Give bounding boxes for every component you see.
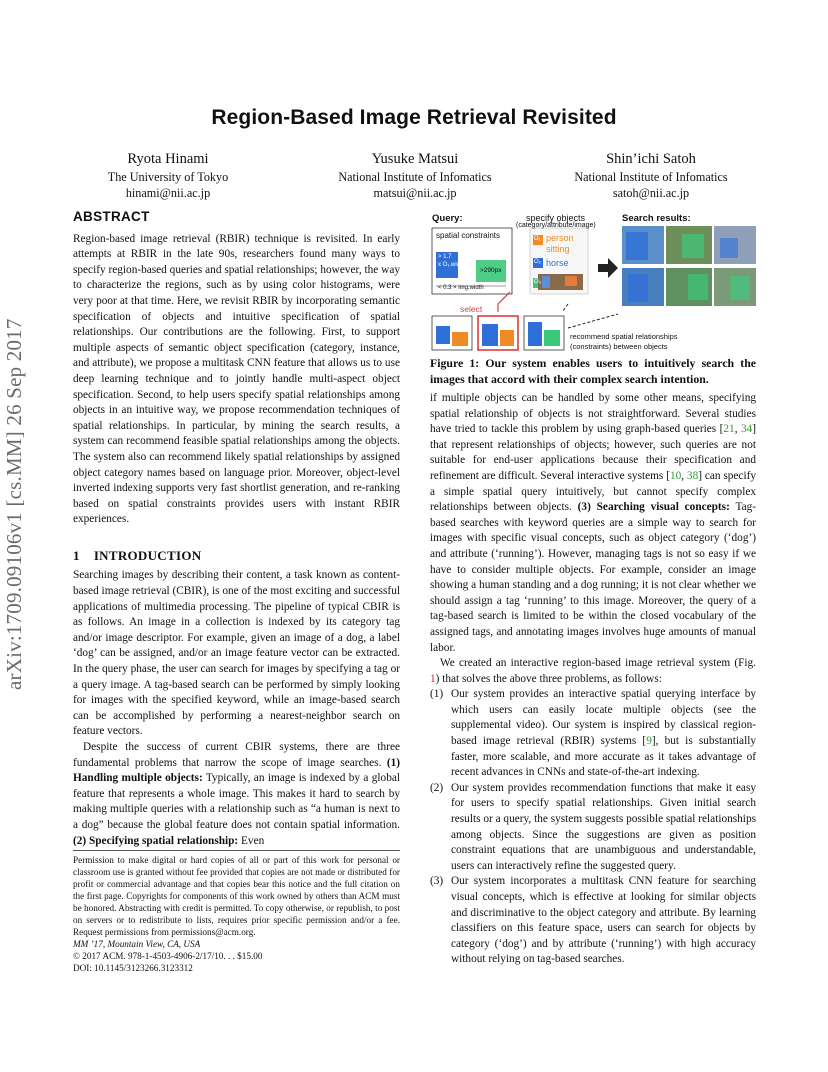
tag-2: O₂ — [534, 259, 541, 265]
copyright-footnote — [73, 850, 400, 974]
constraints-label: spatial constraints — [436, 231, 501, 240]
citation-link[interactable]: 38 — [686, 469, 699, 482]
arxiv-identifier: arXiv:1709.09106v1 [cs.MM] 26 Sep 2017 — [2, 318, 26, 690]
venue: MM ’17, Mountain View, CA, USA — [73, 939, 201, 949]
section-title: INTRODUCTION — [93, 547, 202, 563]
object-2-category: horse — [546, 258, 569, 268]
object-1-category: person — [546, 233, 574, 243]
tag-1: O₁ — [534, 236, 541, 242]
doi: DOI: 10.1145/3123266.3123312 — [73, 963, 193, 973]
copyright-line: © 2017 ACM. 978-1-4503-4906-2/17/10. . . $15.00 — [73, 951, 263, 961]
citation-link[interactable]: 34 — [740, 423, 753, 436]
paper-title: Region-Based Image Retrieval Revisited — [211, 106, 617, 129]
author-1 — [53, 150, 283, 201]
citation-link[interactable]: 21 — [723, 423, 735, 436]
author-3 — [536, 150, 766, 201]
right-paragraph-1: if multiple objects can be handled by some other means, specifying spatial relationship of objects is not straightforward. Several studies have tried to tackle this problem by using graph-based queries [21, 34] that represent relationships of objects; however, such queries are not suitable for end-user applications because their specification and refinement are difficult. Several interactive systems [10, 38] can specify a simple spatial query intuitively, but cannot specify complex relationships between objects. (3) Searching visual concepts: Tag-based searches with keyword queries are a simple way to search for images with specific visual concepts, such as object category (‘dog’) and attribute (‘running’). However, managing tags is not so easy if we have to consider multiple objects. For example, consider an image showing a human standing and a dog running; it is not clear whether we should assign a tag ‘running’ to this image. Moreover, the query of a tag-based search is limited to be within the closed vocabulary of the assigned tags, and annotating images involves huge amounts of manual labor. — [430, 392, 757, 654]
citation-link[interactable]: 10 — [669, 469, 682, 482]
citation-link[interactable]: 9 — [646, 735, 652, 748]
right-paragraph-2: We created an interactive region-based image retrieval system (Fig. 1) that solves the above three problems, as follows: — [430, 657, 756, 685]
author-block — [73, 150, 753, 205]
author-affiliation: The University of Tokyo — [107, 170, 229, 184]
author-name: Shin’ichi Satoh — [606, 151, 696, 167]
intro-heading — [73, 548, 400, 564]
object-1-attribute: sitting — [546, 244, 570, 254]
select-arrow — [498, 292, 510, 312]
specify-label: specify objects — [526, 213, 586, 223]
specify-sublabel: (category/attribute/image) — [516, 222, 596, 229]
figure-caption: Figure 1: Our system enables users to intuitively search the images that accord with their complex search intention. — [430, 356, 756, 386]
author-email: satoh@nii.ac.jp — [612, 186, 690, 200]
select-label: select — [460, 304, 483, 314]
figure-link[interactable]: 1 — [430, 672, 436, 685]
abstract-heading: ABSTRACT — [73, 209, 150, 224]
arrow-icon — [598, 258, 618, 278]
constraint-2: x O₁.width — [438, 262, 466, 268]
constraint-3: >290px — [480, 267, 502, 274]
author-name: Ryota Hinami — [127, 151, 209, 167]
list-item: (1) Our system provides an interactive spatial querying interface by which users can easily locate multiple objects (see the supplemental video). Our system is inspired by classical region-based image retrieval (RBIR) systems [9], but is substantially faster, more scalable, and more accurate as it takes advantage of recent advances in CNNs and state-of-the-art indexing. — [430, 688, 756, 779]
list-item: (3) Our system incorporates a multitask CNN feature for searching visual concepts, which is effective at looking for similar objects and discriminative to the object category and attribute. By learning classifiers on this feature space, users can search for objects by category (‘dog’) and by attribute (‘running’) with high accuracy without relying on tag-based searches. — [430, 875, 756, 966]
constraint-4: < 0.3 × img.width — [438, 285, 484, 291]
recommend-label-2: (constraints) between objects — [570, 342, 668, 351]
list-item: (2) Our system provides recommendation functions that make it easy for users to specify spatial relationships. Given initial search results or a query, the system suggests possible spatial relationships among objects. Since the suggestions are given as position constraint equations that are unambiguous and understandable, users can interactively refine the suggested query. — [430, 781, 756, 872]
intro-paragraph-2: Despite the success of current CBIR systems, there are three fundamental problems that narrow the scope of image searches. (1) Handling multiple objects: Typically, an image is indexed by a global feature that represents a whole image. This makes it hard to search by making multiple queries with a relationship such as “a human is next to a dog” because the global feature does not contain spatial information. (2) Specifying spatial relationship: Even — [73, 741, 400, 847]
intro-paragraph-1: Searching images by describing their content, a task known as content-based image retrieval (CBIR), is one of the most exciting and successful applications of multimedia processing. The pipeline of typical CBIR is as follows. An image in a collection is indexed by its category tag and/or image descriptor. For example, given an image of a dog, a label ‘dog’ can be assigned, and/or an image feature vector can be extracted. In the query phase, the user can search for images by specifying a tag or a query image. A tag-based search can be performed by simply looking for images with the specified keyword, while an image-based search can be accomplished by performing a nearest-neighbor search on feature vectors. — [73, 569, 400, 738]
figure-1 — [430, 212, 758, 357]
results-label: Search results: — [622, 213, 691, 224]
tag-3: O₃ — [534, 279, 542, 285]
author-affiliation: National Institute of Infomatics — [574, 170, 728, 184]
section-number: 1 — [73, 547, 80, 563]
constraint-1: > 1.7 — [438, 254, 452, 260]
author-2 — [300, 150, 530, 201]
recommend-label-1: recommend spatial relationships — [570, 332, 678, 341]
contribution-list — [430, 687, 756, 968]
author-affiliation: National Institute of Infomatics — [338, 170, 492, 184]
query-label: Query: — [432, 213, 463, 224]
author-name: Yusuke Matsui — [371, 151, 459, 167]
left-column — [73, 209, 400, 849]
right-column — [430, 356, 756, 968]
recommend-arrow — [568, 314, 618, 328]
author-email: hinami@nii.ac.jp — [125, 186, 211, 200]
permission-notice: Permission to make digital or hard copies of all or part of this work for personal or classroom use is granted without fee provided that copies are not made or distributed for profit or commercial advantage and that copies bear this notice and the full citation on the first page. Copyrights for components of this work owned by others than ACM must be honored. Abstracting with credit is permitted. To copy otherwise, or republish, to post on servers or to redistribute to lists, requires prior specific permission and/or a fee. Request permissions from permissions@acm.org. — [73, 855, 400, 937]
abstract-text: Region-based image retrieval (RBIR) technique is revisited. In early attempts at RBIR in the late 90s, researchers found many ways to specify region-based queries and spatial relationships; however, the way to characterize the regions, such as by using color histograms, were very poor at that time. Here, we revisit RBIR by incorporating semantic specification of objects and intuitive specification of spatial relationships. Our contributions are the following. First, to support multiple aspects of semantic object specification (category, instance, and attribute), we propose a multitask CNN feature that allows us to use deep learning technique and to jointly handle multi-aspect object specification. Second, to help users specify spatial relationships among objects in an intuitive way, we propose recommendation techniques of spatial relationships. In particular, by mining the search results, a system can recommend feasible spatial relationships among the objects. The system also can recommend likely spatial relationships by assigned object category names based on language prior. Moreover, object-level inverted indexing supports very fast shortlist generation, and re-ranking based on spatial constraints provides users with instant RBIR experiences. — [73, 232, 400, 526]
author-email: matsui@nii.ac.jp — [373, 186, 457, 200]
